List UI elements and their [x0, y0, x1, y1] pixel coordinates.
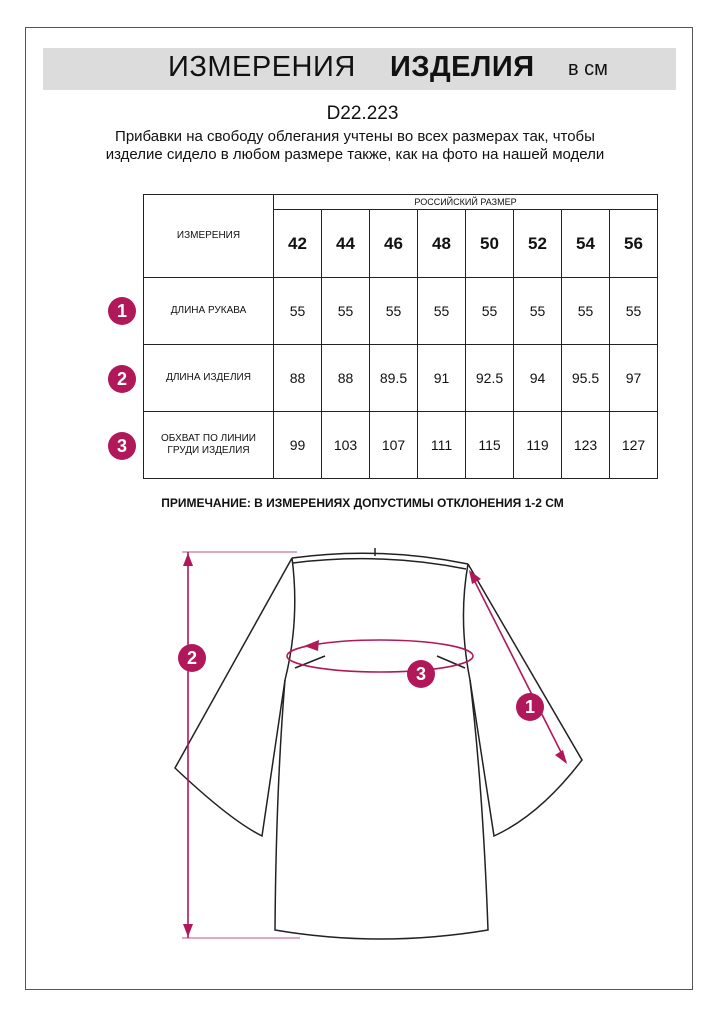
row-label: ОБХВАТ ПО ЛИНИИ ГРУДИ ИЗДЕЛИЯ: [144, 412, 274, 479]
table-cell: 107: [370, 412, 418, 479]
table-cell: 92.5: [466, 345, 514, 412]
table-cell: 89.5: [370, 345, 418, 412]
table-cell: 99: [274, 412, 322, 479]
row-badge-2: 2: [108, 365, 136, 393]
table-cell: 97: [610, 345, 658, 412]
table-cell: 55: [514, 278, 562, 345]
table-cell: 55: [466, 278, 514, 345]
fit-note: Прибавки на свободу облегания учтены во всех размерах так, чтобы изделие сидело в любом размере также, как на фото на нашей модели: [105, 128, 605, 163]
size-header: 48: [418, 210, 466, 278]
row-label: ДЛИНА ИЗДЕЛИЯ: [144, 345, 274, 412]
table-cell: 55: [370, 278, 418, 345]
table-cell: 94: [514, 345, 562, 412]
measurements-header: ИЗМЕРЕНИЯ: [144, 195, 274, 278]
unit-label: в см: [568, 58, 608, 80]
table-cell: 95.5: [562, 345, 610, 412]
table-cell: 111: [418, 412, 466, 479]
size-header: 42: [274, 210, 322, 278]
diagram-badge-3: 3: [407, 660, 435, 688]
table-cell: 88: [322, 345, 370, 412]
measure-lines: [182, 552, 567, 938]
table-cell: 55: [418, 278, 466, 345]
table-cell: 127: [610, 412, 658, 479]
table-cell: 55: [562, 278, 610, 345]
table-cell: 55: [322, 278, 370, 345]
table-cell: 91: [418, 345, 466, 412]
table-cell: 103: [322, 412, 370, 479]
table-cell: 55: [274, 278, 322, 345]
table-cell: 55: [610, 278, 658, 345]
size-header: 50: [466, 210, 514, 278]
row-badge-1: 1: [108, 297, 136, 325]
title-regular: ИЗМЕРЕНИЯ: [168, 51, 356, 83]
table-cell: 88: [274, 345, 322, 412]
size-group-header: РОССИЙСКИЙ РАЗМЕР: [274, 195, 658, 210]
size-header: 46: [370, 210, 418, 278]
diagram-badge-2: 2: [178, 644, 206, 672]
row-badge-3: 3: [108, 432, 136, 460]
size-header: 52: [514, 210, 562, 278]
table-cell: 115: [466, 412, 514, 479]
size-header: 56: [610, 210, 658, 278]
product-code: D22.223: [326, 103, 399, 124]
tolerance-note: ПРИМЕЧАНИЕ: В ИЗМЕРЕНИЯХ ДОПУСТИМЫ ОТКЛОНЕНИЯ 1-2 СМ: [161, 496, 564, 510]
table-cell: 123: [562, 412, 610, 479]
size-header: 44: [322, 210, 370, 278]
size-header: 54: [562, 210, 610, 278]
diagram-badge-1: 1: [516, 693, 544, 721]
title-bold: ИЗДЕЛИЯ: [390, 51, 535, 83]
row-label: ДЛИНА РУКАВА: [144, 278, 274, 345]
dress-outline: [175, 548, 582, 939]
table-cell: 119: [514, 412, 562, 479]
